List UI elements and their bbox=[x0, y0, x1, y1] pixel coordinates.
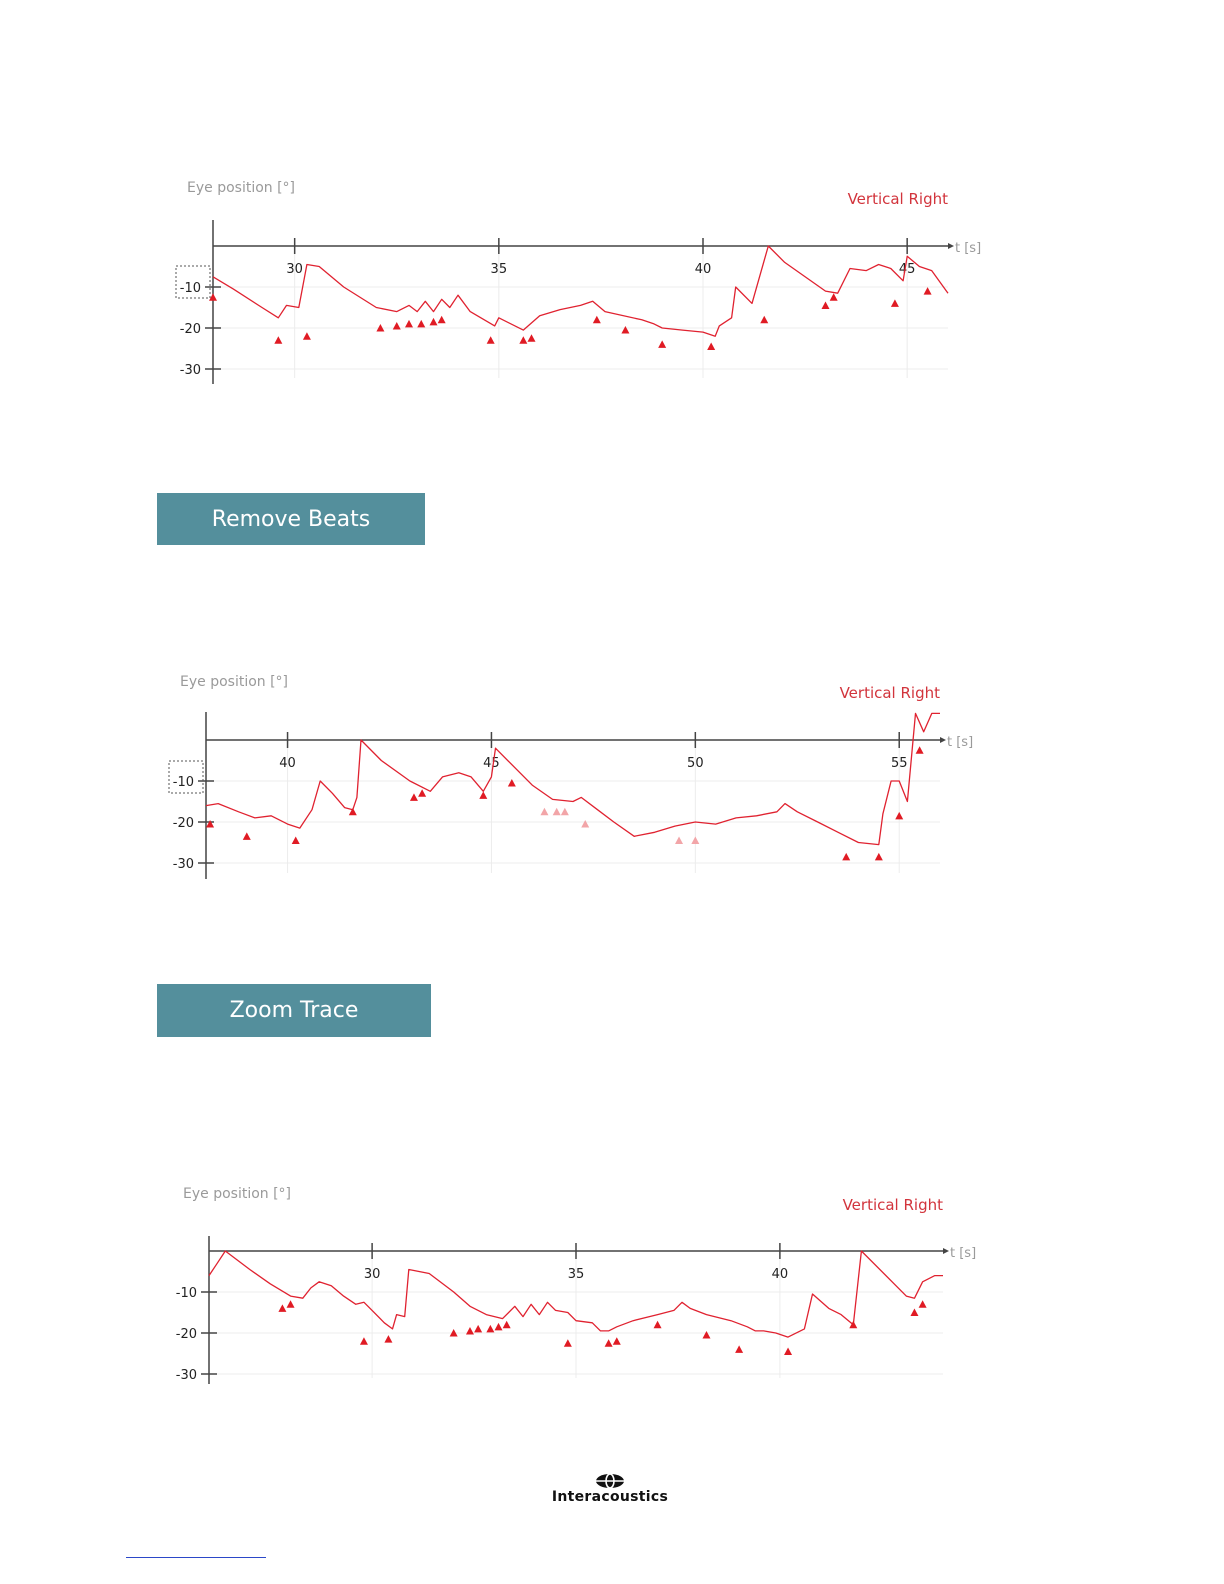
beat-marker bbox=[479, 791, 487, 799]
x-axis-arrow bbox=[943, 1248, 949, 1254]
interacoustics-logo bbox=[540, 1472, 680, 1508]
beat-marker bbox=[487, 336, 495, 344]
zoom-trace-label: Zoom Trace bbox=[229, 998, 359, 1023]
chart-3 bbox=[0, 1170, 1224, 1400]
removed-beat-marker bbox=[691, 836, 699, 844]
chart-3-plot bbox=[0, 1170, 1224, 1400]
series-legend: Vertical Right bbox=[847, 190, 948, 208]
beat-marker bbox=[658, 340, 666, 348]
beat-marker bbox=[466, 1327, 474, 1335]
x-axis-title: t [s] bbox=[950, 1246, 977, 1261]
beat-marker bbox=[784, 1347, 792, 1355]
beat-marker bbox=[528, 334, 536, 342]
y-tick-label: -20 bbox=[175, 1327, 197, 1342]
x-axis-arrow bbox=[940, 737, 946, 743]
beat-marker bbox=[605, 1339, 613, 1347]
beat-marker bbox=[760, 316, 768, 324]
logo-text: Interacoustics bbox=[551, 1489, 669, 1505]
beat-marker bbox=[503, 1321, 511, 1329]
x-tick-label: 35 bbox=[490, 262, 508, 277]
beat-marker bbox=[405, 320, 413, 328]
x-tick-label: 50 bbox=[687, 756, 704, 771]
chart-2 bbox=[0, 655, 1224, 895]
beat-marker bbox=[593, 316, 601, 324]
beat-marker bbox=[495, 1323, 503, 1331]
beat-marker bbox=[891, 299, 899, 307]
y-axis-title: Eye position [°] bbox=[183, 1186, 292, 1202]
beat-marker bbox=[822, 301, 830, 309]
zoom-trace-button[interactable] bbox=[157, 984, 431, 1037]
beat-marker bbox=[274, 336, 282, 344]
x-tick-label: 40 bbox=[279, 756, 296, 771]
remove-beats-label: Remove Beats bbox=[211, 506, 371, 532]
chart-2-plot bbox=[0, 655, 1224, 895]
x-axis-arrow bbox=[948, 243, 954, 249]
beat-marker bbox=[895, 812, 903, 820]
beat-marker bbox=[393, 322, 401, 330]
beat-marker bbox=[418, 789, 426, 797]
beat-marker bbox=[438, 316, 446, 324]
y-tick-label: -10 bbox=[179, 281, 201, 296]
x-tick-label: 45 bbox=[898, 262, 916, 277]
removed-beat-marker bbox=[561, 808, 569, 816]
x-tick-label: 40 bbox=[771, 1267, 789, 1282]
chart-1-plot bbox=[0, 160, 1224, 400]
beat-marker bbox=[924, 287, 932, 295]
beat-marker bbox=[410, 793, 418, 801]
y-axis-title: Eye position [°] bbox=[180, 674, 289, 690]
x-tick-label: 35 bbox=[567, 1267, 585, 1282]
beat-marker bbox=[910, 1309, 918, 1317]
beat-marker bbox=[384, 1335, 392, 1343]
removed-beat-marker bbox=[540, 808, 548, 816]
x-axis-title: t [s] bbox=[955, 241, 982, 256]
beat-marker bbox=[508, 779, 516, 787]
beat-marker bbox=[875, 853, 883, 861]
footer-link-underline bbox=[126, 1557, 266, 1558]
beat-marker bbox=[417, 320, 425, 328]
beat-marker bbox=[842, 853, 850, 861]
y-tick-label: -30 bbox=[175, 1368, 197, 1383]
beat-marker bbox=[830, 293, 838, 301]
beat-marker bbox=[486, 1325, 494, 1333]
remove-beats-button[interactable] bbox=[157, 493, 425, 545]
chart-1 bbox=[0, 160, 1224, 400]
y-tick-label: -30 bbox=[179, 363, 201, 378]
x-axis-title: t [s] bbox=[947, 735, 974, 750]
series-legend: Vertical Right bbox=[842, 1196, 943, 1214]
removed-beat-marker bbox=[553, 808, 561, 816]
y-tick-label: -20 bbox=[179, 322, 201, 337]
beat-marker bbox=[707, 342, 715, 350]
beat-marker bbox=[206, 820, 214, 828]
beat-marker bbox=[303, 332, 311, 340]
trace-line bbox=[213, 246, 948, 336]
beat-marker bbox=[916, 746, 924, 754]
x-tick-label: 30 bbox=[286, 262, 303, 277]
beat-marker bbox=[430, 318, 438, 326]
beat-marker bbox=[621, 326, 629, 334]
x-tick-label: 40 bbox=[694, 262, 712, 277]
beat-marker bbox=[360, 1337, 368, 1345]
y-tick-label: -10 bbox=[172, 775, 194, 790]
y-tick-label: -20 bbox=[172, 816, 194, 831]
beat-marker bbox=[564, 1339, 572, 1347]
beat-marker bbox=[243, 832, 251, 840]
x-tick-label: 30 bbox=[363, 1267, 381, 1282]
beat-marker bbox=[702, 1331, 710, 1339]
beat-marker bbox=[613, 1337, 621, 1345]
y-tick-label: -30 bbox=[172, 857, 194, 872]
beat-marker bbox=[654, 1321, 662, 1329]
x-tick-label: 55 bbox=[890, 756, 908, 771]
beat-marker bbox=[287, 1300, 295, 1308]
removed-beat-marker bbox=[581, 820, 589, 828]
removed-beat-marker bbox=[675, 836, 683, 844]
beat-marker bbox=[278, 1304, 286, 1312]
beat-marker bbox=[919, 1300, 927, 1308]
beat-marker bbox=[292, 836, 300, 844]
y-tick-label: -10 bbox=[175, 1286, 197, 1301]
series-legend: Vertical Right bbox=[839, 684, 940, 702]
x-tick-label: 45 bbox=[483, 756, 500, 771]
trace-line bbox=[206, 713, 940, 844]
beat-marker bbox=[735, 1345, 743, 1353]
y-axis-title: Eye position [°] bbox=[187, 180, 296, 196]
beat-marker bbox=[519, 336, 527, 344]
beat-marker bbox=[474, 1325, 482, 1333]
